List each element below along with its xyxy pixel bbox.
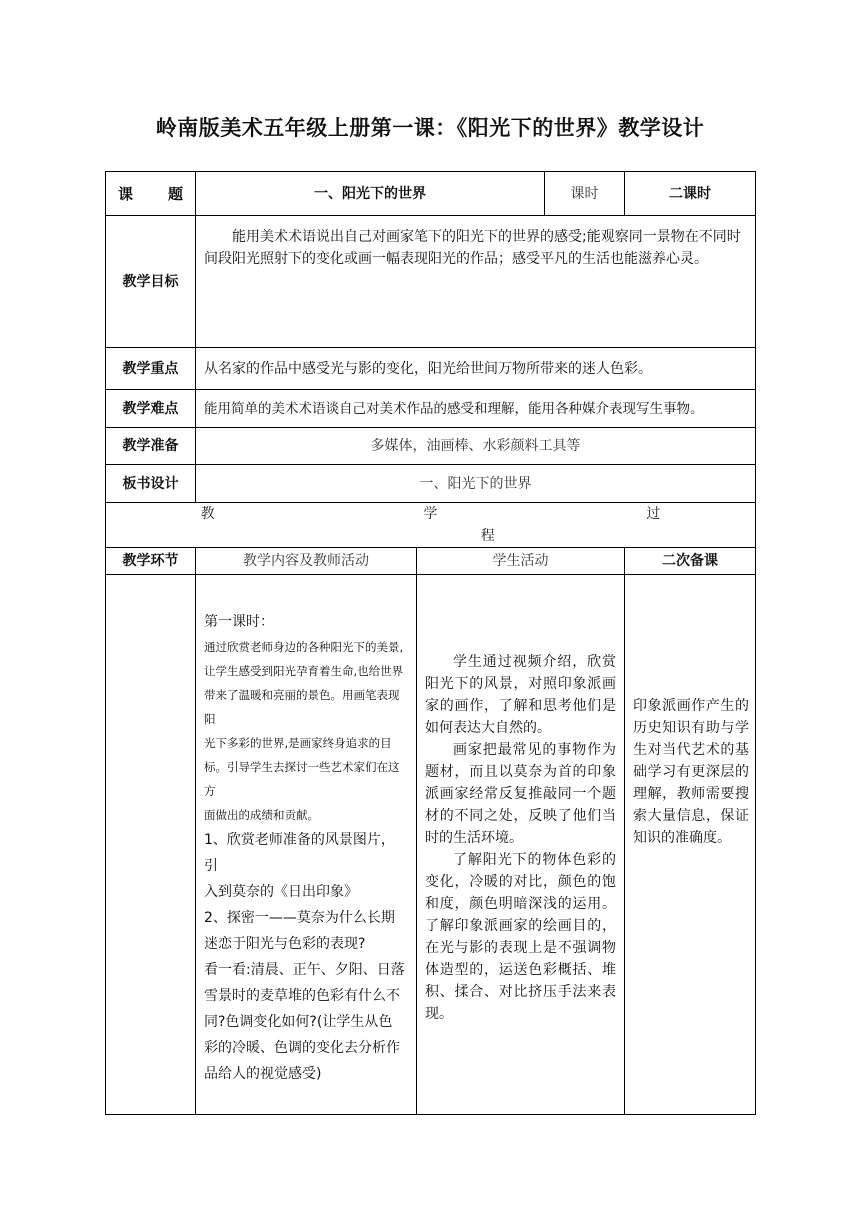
topic-row	[106, 172, 756, 216]
goal-row	[106, 216, 756, 348]
teacher-line: 品给人的视觉感受)	[204, 1066, 322, 1082]
key-text: 从名家的作品中感受光与影的变化，阳光给世间万物所带来的迷人色彩。	[196, 348, 756, 390]
column-header-row	[106, 548, 756, 575]
teacher-line: 标。引导学生去探讨一些艺术家们在这方	[204, 760, 400, 798]
col-stage-header: 教学环节	[106, 548, 196, 575]
board-row	[106, 465, 756, 503]
col-teacher-header: 教学内容及教师活动	[196, 548, 417, 575]
topic-value: 一、阳光下的世界	[196, 172, 545, 216]
teacher-line: 第一课时：	[204, 614, 274, 630]
topic-label-char-1: 课	[118, 184, 134, 203]
difficulty-row	[106, 390, 756, 428]
content-row	[106, 575, 756, 1115]
teacher-line: 带来了温暖和亮丽的景色。用画笔表现阳	[204, 688, 400, 726]
teacher-line: 光下多彩的世界,是画家终身追求的目	[204, 736, 392, 750]
teacher-line: 迷恋于阳光与色彩的表现?	[204, 936, 366, 952]
process-char-2: 学	[423, 506, 438, 522]
key-row	[106, 348, 756, 390]
difficulty-text: 能用简单的美术术语谈自己对美术作品的感受和理解，能用各种媒介表现写生事物。	[196, 390, 756, 428]
col-student-header: 学生活动	[417, 548, 625, 575]
teacher-activity-cell	[196, 575, 417, 1115]
process-char-3: 过	[646, 506, 661, 522]
student-paragraph: 画家把最常见的事物作为题材，而且以莫奈为首的印象派画家经常反复推敲同一个题材的不同之处，反映了他们当时的生活环境。	[425, 742, 616, 846]
board-label: 板书设计	[106, 465, 196, 503]
goal-text: 能用美术术语说出自己对画家笔下的阳光下的世界的感受;能观察同一景物在不同时间段阳光照射下的变化或画一幅表现阳光的作品；感受平凡的生活也能滋养心灵。	[196, 216, 756, 348]
process-char-1: 教	[200, 506, 215, 522]
process-row	[106, 503, 756, 548]
goal-label: 教学目标	[106, 216, 196, 348]
prep-row	[106, 428, 756, 465]
prep-text: 多媒体，油画棒、水彩颜料工具等	[196, 428, 756, 465]
col-notes-header: 二次备课	[625, 548, 756, 575]
period-value: 二课时	[625, 172, 756, 216]
topic-label-char-2: 题	[167, 184, 183, 203]
teacher-line: 2、探密一——莫奈为什么长期	[204, 910, 395, 926]
notes-cell: 印象派画作产生的历史知识有助与学生对当代艺术的基础学习有更深层的理解，教师需要搜索大量信息，保证知识的准确度。	[625, 575, 756, 1115]
period-label: 课时	[545, 172, 625, 216]
teacher-line: 1、欣赏老师准备的风景图片，引	[204, 832, 395, 874]
process-char-4: 程	[480, 528, 495, 544]
process-heading	[106, 503, 756, 548]
stage-cell	[106, 575, 196, 1115]
teacher-line: 入到莫奈的《日出印象》	[204, 884, 358, 900]
prep-label: 教学准备	[106, 428, 196, 465]
document-title: 岭南版美术五年级上册第一课：《阳光下的世界》教学设计	[155, 116, 705, 140]
teacher-line: 通过欣赏老师身边的各种阳光下的美景,	[204, 640, 404, 654]
lesson-plan-table	[105, 171, 756, 1115]
teacher-line: 雪景时的麦草堆的色彩有什么不	[204, 988, 400, 1004]
student-paragraph: 了解阳光下的物体色彩的变化，冷暖的对比，颜色的饱和度，颜色明暗深浅的运用。了解印象派画家的绘画目的，在光与影的表现上是不强调物体造型的，运送色彩概括、堆积、揉合、对比挤压手法来表现。	[425, 852, 616, 1022]
difficulty-label: 教学难点	[106, 390, 196, 428]
student-activity-cell	[417, 575, 625, 1115]
topic-label-cell	[106, 172, 196, 216]
student-paragraph: 学生通过视频介绍，欣赏阳光下的风景，对照印象派画家的画作，了解和思考他们是如何表达大自然的。	[425, 654, 616, 736]
teacher-line: 看一看:清晨、正午、夕阳、日落	[204, 962, 405, 978]
teacher-line: 让学生感受到阳光孕育着生命,也给世界	[204, 664, 404, 678]
teacher-line: 同?色调变化如何?(让学生从色	[204, 1014, 393, 1030]
board-text: 一、阳光下的世界	[196, 465, 756, 503]
key-label: 教学重点	[106, 348, 196, 390]
teacher-line: 面做出的成绩和贡献。	[204, 808, 319, 822]
teacher-line: 彩的冷暖、色调的变化去分析作	[204, 1040, 400, 1056]
